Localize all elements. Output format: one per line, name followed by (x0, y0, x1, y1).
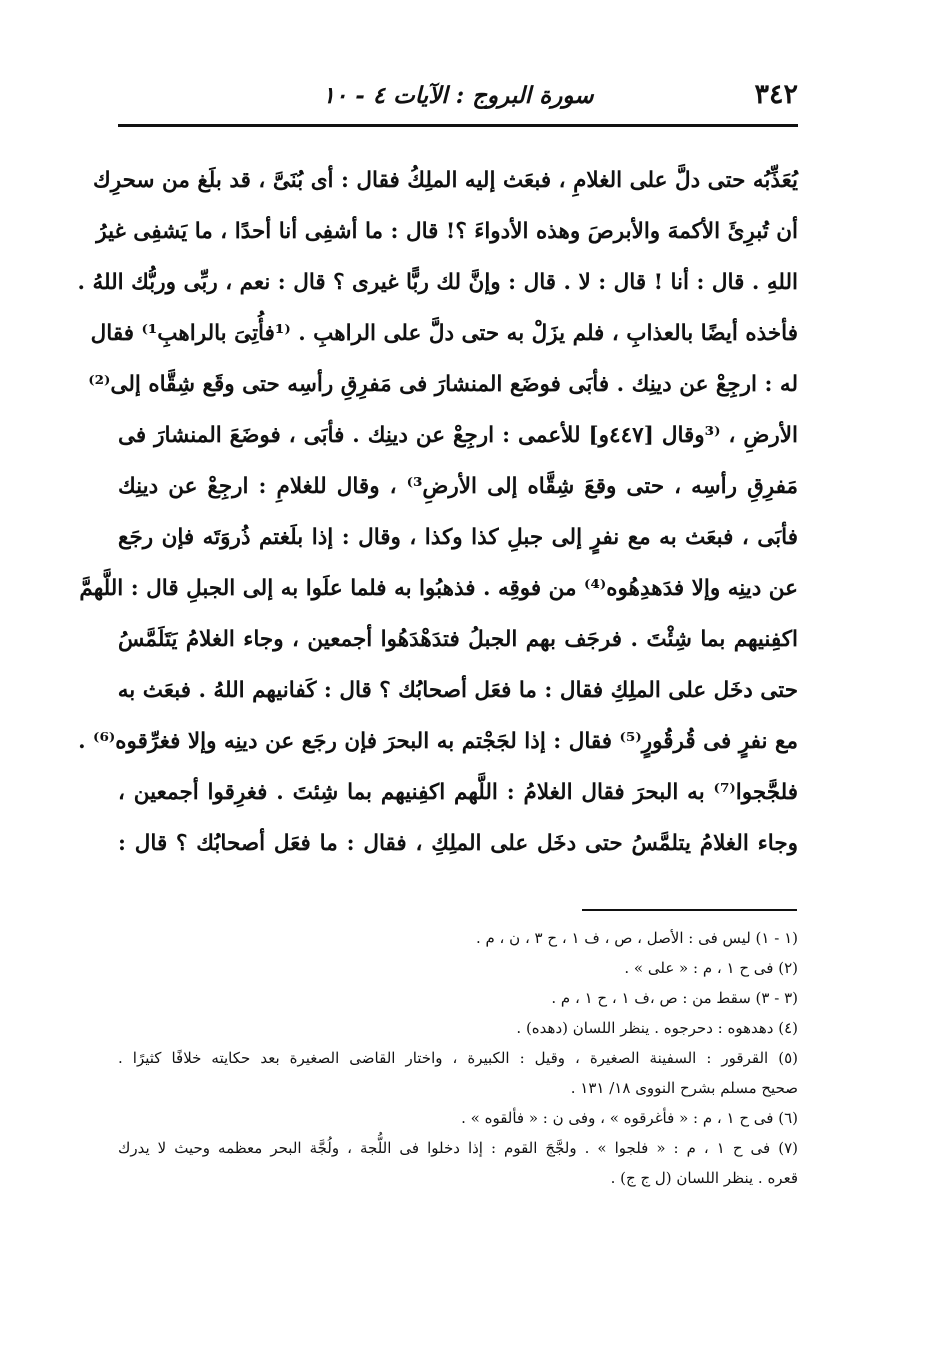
footnote: صحيح مسلم بشرح النووى ١٨/ ١٣١ . (570, 1079, 798, 1097)
page-number: ٣٤٢ (754, 79, 798, 110)
footnote: قعره . ينظر اللسان (ل ج ج) . (610, 1169, 798, 1187)
footnote: (٧) فى ح ١ ، م : « فلجوا » . ولجَّجَ القوم : إذا دخلوا فى اللُّجة ، ولُجَّة البحر معظمه وحيث لا يدرك (118, 1139, 798, 1157)
text-line: فلجَّجوا⁽⁷⁾ به البحرَ فقال الغلامُ : اللَّهم اكفِنيهم بما شِئتَ . فغرِقوا أجمعين ، (118, 780, 798, 805)
text-line: اكفِنيهم بما شِئْتَ . فرجَف بهم الجبلُ فتدَهْدَهُوا أجمعين ، وجاء الغلامُ يَتَلَمَّسُ (118, 627, 798, 652)
text-line: فأخذه أيضًا بالعذابِ ، فلم يزَلْ به حتى دلَّ على الراهبِ . ⁽¹فأُتِىَ بالراهبِ¹⁾ فقال (90, 321, 798, 346)
text-line: يُعَذِّبُه حتى دلَّ على الغلامِ ، فبعَث إليه الملِكُ فقال : أى بُنَىَّ ، قد بلَغ من سحرِك (93, 168, 798, 193)
footnote: (٣ - ٣) سقط من : ص ،ف ١ ، ح ١ ، م . (551, 989, 798, 1007)
text-line: عن دينِه وإلا فدَهدِهُوه⁽⁴⁾ من فوقِه . فذهبُوا به فلما علَوا به إلى الجبلِ قال : اللَّهمَّ (79, 576, 798, 601)
footnote-rule (582, 909, 797, 911)
text-line: مَفرِقِ رأسِه ، حتى وقعَ شِقَّاه إلى الأرضِ³⁾ ، وقال للغلامِ : ارجِعْ عن دينِك (118, 474, 799, 499)
text-line: الأرضِ ، ⁽³وقال [٤٤٧و] للأعمى : ارجِعْ عن دينِك . فأبَى ، فوضَعَ المنشارَ فى (118, 423, 798, 448)
text-line: أن تُبرِئَ الأكمهَ والأبرصَ وهذه الأدواءَ ؟! قال : ما أشفِى أنا أحدًا ، ما يَشفِى غيرُ (96, 219, 798, 244)
text-line: وجاء الغلامُ يتلمَّسُ حتى دخَل على الملِكِ ، فقال : ما فعَل أصحابُك ؟ قال : (118, 831, 798, 856)
text-line: له : ارجِعْ عن دينِك . فأبَى فوضَع المنشارَ فى مَفرِقِ رأسِه حتى وقَع شِقَّاه إلى⁽²⁾ (88, 372, 798, 397)
text-line: حتى دخَل على الملِكِ فقال : ما فعَل أصحابُك ؟ قال : كَفانيهم اللهُ . فبعَث به (117, 678, 798, 703)
page-header (118, 76, 798, 116)
footnote: (٥) القرقور : السفينة الصغيرة ، وقيل : الكبيرة ، واختار القاضى الصغيرة بعد حكايته خلافًا كثيرًا . (118, 1049, 798, 1067)
main-text (77, 155, 799, 869)
footnote: (١ - ١) ليس فى : الأصل ، ص ، ف ١ ، ح ٣ ، ن ، م . (475, 929, 798, 947)
text-line: اللهِ . قال : أنا ! قال : لا . قال : وإنَّ لك ربًّا غيرى ؟ قال : نعم ، ربِّى وربُّك اللهُ . (77, 270, 798, 295)
text-line: فأبَى ، فبعَث به مع نفرٍ إلى جبلِ كذا وكذا ، وقال : إذا بلَغتم ذُروَتَه فإن رجَع (118, 525, 798, 550)
footnotes (118, 923, 798, 1193)
header-rule (118, 124, 798, 127)
text-line: مع نفرٍ فى قُرقُورٍ⁽⁵⁾ فقال : إذا لجَجْتم به البحرَ فإن رجَع عن دينِه وإلا فغرِّقوه⁽⁶⁾ . (78, 729, 798, 754)
footnote: (٤) دهدهوه : دحرجوه . ينظر اللسان (دهده) . (516, 1019, 798, 1037)
footnote: (٦) فى ح ١ ، م : « فأغرقوه » ، وفى ن : « فألقوه » . (461, 1109, 798, 1127)
running-title: سورة البروج : الآيات ٤ - ١٠ (322, 82, 594, 109)
footnote: (٢) فى ح ١ ، م : « على » . (624, 959, 798, 977)
